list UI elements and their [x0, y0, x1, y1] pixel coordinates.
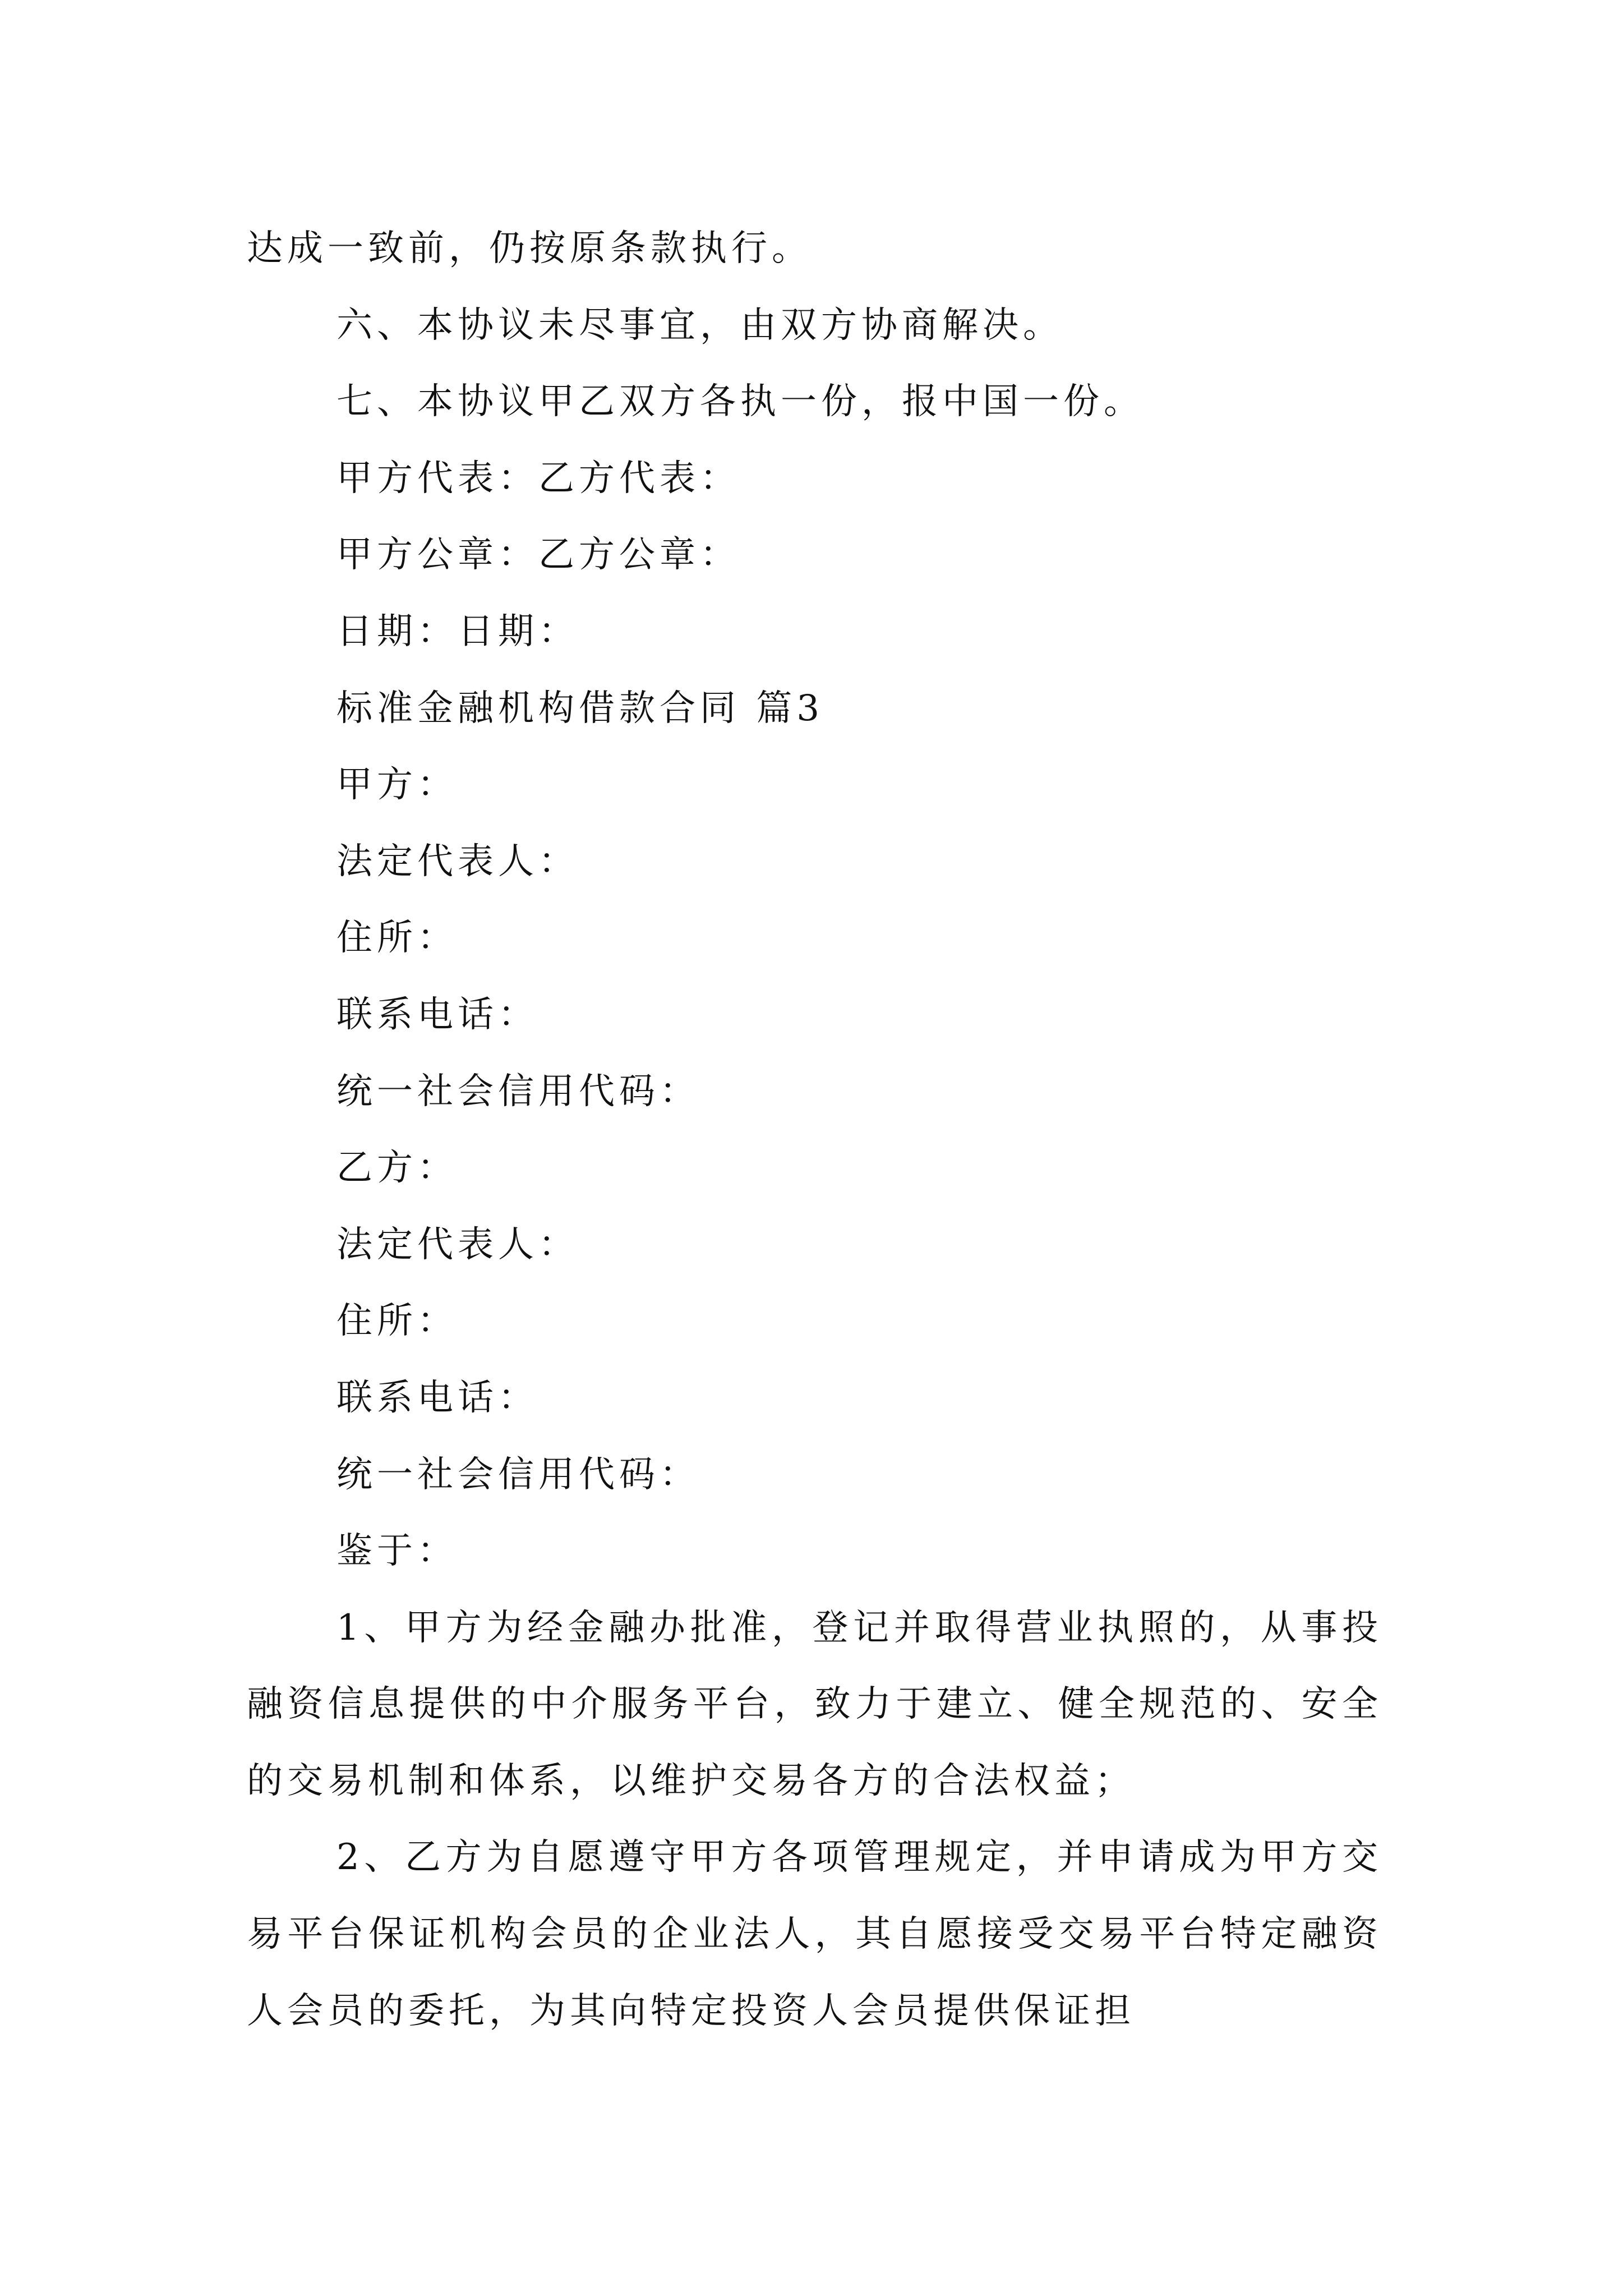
whereas-clause-1: 1、甲方为经金融办批准，登记并取得营业执照的，从事投融资信息提供的中介服务平台，致力于建立、健全规范的、安全的交易机制和体系，以维护交易各方的合法权益； — [247, 1607, 1382, 1802]
party-b-legal-rep: 法定代表人： — [336, 1223, 579, 1266]
section-title: 标准金融机构借款合同 篇3 — [336, 687, 824, 729]
seal-line: 甲方公章：乙方公章： — [336, 534, 740, 576]
party-b-label: 乙方： — [336, 1147, 458, 1189]
party-b-credit-code: 统一社会信用代码： — [336, 1453, 700, 1496]
whereas-clause-2: 2、乙方为自愿遵守甲方各项管理规定，并申请成为甲方交易平台保证机构会员的企业法人，其自愿接受交易平台特定融资人会员的委托，为其向特定投资人会员提供保证担 — [247, 1837, 1382, 2032]
party-b-phone: 联系电话： — [336, 1377, 538, 1419]
party-a-phone: 联系电话： — [336, 993, 538, 1036]
representative-line: 甲方代表：乙方代表： — [336, 457, 740, 499]
date-line: 日期：日期： — [336, 610, 579, 652]
document-body — [247, 210, 1382, 2049]
party-a-legal-rep: 法定代表人： — [336, 840, 579, 882]
clause-seven: 七、本协议甲乙双方各执一份，报中国一份。 — [336, 381, 1144, 423]
whereas-label: 鉴于： — [336, 1530, 458, 1572]
text-line: 达成一致前，仍按原条款执行。 — [247, 228, 812, 269]
party-a-credit-code: 统一社会信用代码： — [336, 1070, 700, 1112]
party-a-label: 甲方： — [336, 764, 458, 806]
party-a-address: 住所： — [336, 917, 458, 959]
party-b-address: 住所： — [336, 1300, 458, 1342]
clause-six: 六、本协议未尽事宜，由双方协商解决。 — [336, 304, 1063, 346]
